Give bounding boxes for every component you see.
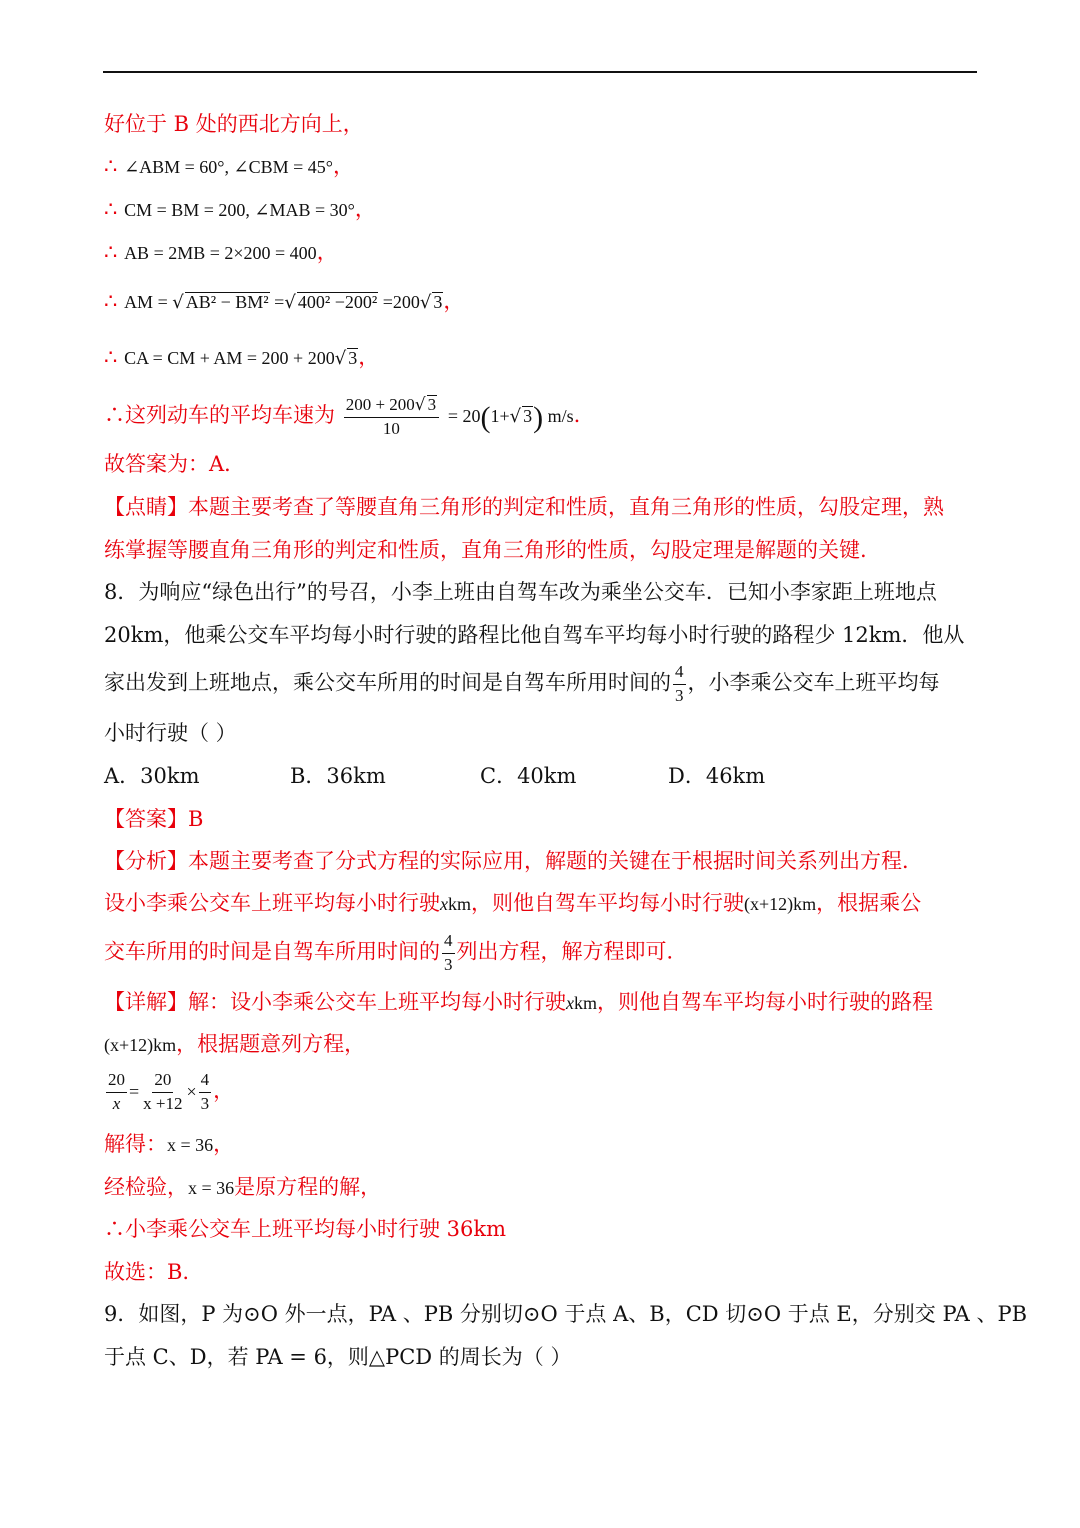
analysis-line-3: 交车所用的时间是自驾车所用时间的 $\frac{4}{3}$ 列出方程，解方程即可．	[104, 931, 688, 974]
detail-line-2: (x+12)km，根据题意列方程，	[104, 1032, 366, 1056]
equation-rhs: $\frac{20}{x +12}$	[143, 1070, 183, 1113]
question8-line-4: 小时行驶（ ）	[104, 721, 237, 745]
detail-line-1: 【详解】解：设小李乘公交车上班平均每小时行驶xkm，则他自驾车平均每小时行驶的路程	[104, 990, 934, 1014]
equation-am: ∴ AM = √ AB² − BM² =√ 400² −200² =200√ 3，	[104, 289, 465, 313]
equation-angles: ∴ ∠ABM = 60°, ∠CBM = 45°，	[104, 154, 354, 178]
review-line-1: 【点睛】本题主要考查了等腰直角三角形的判定和性质，直角三角形的性质，勾股定理，熟	[104, 495, 944, 519]
analysis-line-2: 设小李乘公交车上班平均每小时行驶xkm，则他自驾车平均每小时行驶(x+12)km，根据乘公	[104, 891, 922, 915]
equation-fraction: $\frac{20}{x}$ = $\frac{20}{x +12}$ × $\frac{4}{3}$ ，	[108, 1070, 235, 1113]
question8-line-1: 8．为响应“绿色出行”的号召，小李上班由自驾车改为乘坐公交车．已知小李家距上班地点	[104, 580, 937, 604]
option-b[interactable]: B．36km	[290, 764, 386, 788]
header-rule	[103, 71, 977, 73]
question8-fraction: $\frac{4}{3}$	[675, 662, 684, 705]
solve-line: 解得：x = 36，	[104, 1132, 235, 1156]
option-d[interactable]: D．46km	[668, 764, 766, 788]
question9-line-1: 9．如图，P 为⊙O 外一点，PA 、PB 分别切⊙O 于点 A、B，CD 切⊙O 于点 E，分别交 PA 、PB	[104, 1302, 1028, 1326]
option-c[interactable]: C．40km	[480, 764, 577, 788]
question8-line-3: 家出发到上班地点，乘公交车所用的时间是自驾车所用时间的 $\frac{4}{3}$ ，小李乘公交车上班平均每	[104, 662, 940, 705]
option-a[interactable]: A．30km	[104, 764, 200, 788]
equation-factor: $\frac{4}{3}$	[200, 1070, 210, 1113]
equation-speed: ∴这列动车的平均车速为 $\frac{200 + 200√ 3}{10}$ = 20(1+√ 3) m/s.	[104, 395, 581, 438]
answer-7: 故答案为：A．	[104, 452, 246, 476]
equation-ab: ∴ AB = 2MB = 2×200 = 400，	[104, 240, 338, 264]
check-line: 经检验，x = 36是原方程的解，	[104, 1175, 382, 1199]
conclusion-line: ∴小李乘公交车上班平均每小时行驶 36km	[104, 1217, 507, 1241]
analysis-line-1: 【分析】本题主要考查了分式方程的实际应用，解题的关键在于根据时间关系列出方程．	[104, 849, 923, 873]
answer-label-8: 【答案】B	[104, 807, 204, 831]
question9-line-2: 于点 C、D，若 PA = 6，则△PCD 的周长为（ ）	[104, 1345, 572, 1369]
equation-ca: ∴ CA = CM + AM = 200 + 200√ 3，	[104, 345, 380, 369]
review-line-2: 练掌握等腰直角三角形的判定和性质，直角三角形的性质，勾股定理是解题的关键.	[104, 538, 867, 562]
final-answer-8: 故选：B.	[104, 1260, 190, 1284]
equation-lengths: ∴ CM = BM = 200, ∠MAB = 30°，	[104, 197, 376, 221]
analysis-fraction: $\frac{4}{3}$	[444, 931, 453, 974]
solution-line-1: 好位于 B 处的西北方向上，	[104, 112, 364, 136]
equation-lhs: $\frac{20}{x}$	[108, 1070, 125, 1113]
speed-fraction: $\frac{200 + 200√ 3}{10}$	[344, 395, 439, 438]
question8-line-2: 20km，他乘公交车平均每小时行驶的路程比他自驾车平均每小时行驶的路程少 12km．他从	[104, 623, 965, 647]
